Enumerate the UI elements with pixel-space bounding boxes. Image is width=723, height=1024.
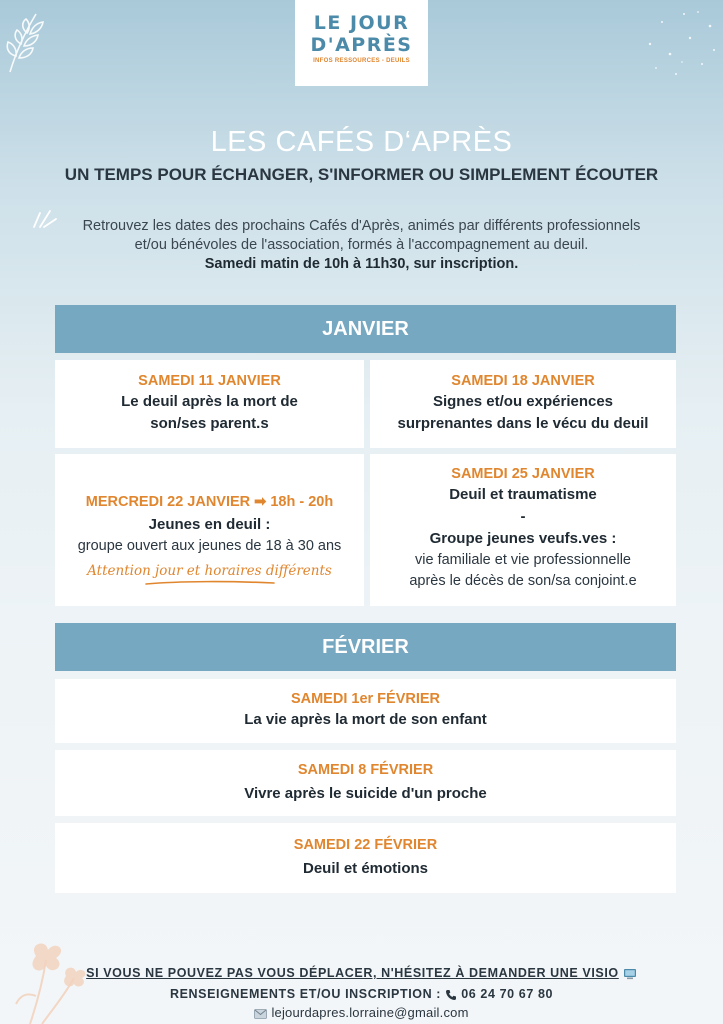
event-topic-line1: Deuil et traumatisme [449,486,597,503]
intro-line3: Samedi matin de 10h à 11h30, sur inscription. [204,256,519,272]
event-topic-line2: Groupe jeunes veufs.ves : [429,530,617,547]
month-header-janvier: JANVIER [55,305,676,353]
event-card-fevrier-22 [55,823,676,893]
event-card-janvier-25 [370,454,676,606]
event-description: groupe ouvert aux jeunes de 18 à 30 ans [77,538,342,554]
arrow-right-icon: ➡ [254,494,267,510]
event-date: SAMEDI 1er FÉVRIER [290,691,441,707]
event-date: SAMEDI 18 JANVIER [451,373,595,389]
event-card-fevrier-8 [55,750,676,816]
event-date: SAMEDI 22 FÉVRIER [293,837,438,853]
event-time: 18h - 20h [270,494,334,510]
intro-line1: Retrouvez les dates des prochains Cafés d'Après, animés par différents professionnels [82,218,641,234]
footer-phone: 06 24 70 67 80 [461,987,554,1001]
page-title: LES CAFÉS D‘APRÈS [210,126,513,158]
leaf-branch-icon [2,8,50,76]
event-card-fevrier-1 [55,679,676,743]
logo [295,0,428,86]
footer-visio-text: SI VOUS NE POUVEZ PAS VOUS DÉPLACER, N'HÉSITEZ À DEMANDER UNE VISIO [86,966,619,980]
footer-email[interactable]: lejourdapres.lorraine@gmail.com [271,1005,469,1020]
intro-line2: et/ou bénévoles de l'association, formés à l'accompagnement au deuil. [134,237,589,253]
footer-visio-line [0,966,723,980]
mail-icon [254,1009,267,1019]
month-header-fevrier: FÉVRIER [55,623,676,671]
event-date: SAMEDI 11 JANVIER [138,373,281,389]
footer-email-line [0,1005,723,1020]
logo-subtitle: INFOS RESSOURCES - DEUILS [313,58,410,64]
sparkle-dots-icon [640,4,720,84]
page-subtitle: UN TEMPS POUR ÉCHANGER, S'INFORMER OU SIMPLEMENT ÉCOUTER [64,165,659,184]
event-dash: - [520,508,526,525]
event-topic-line1: Le deuil après la mort de [121,393,298,410]
event-date-line [55,492,364,512]
event-topic: Jeunes en deuil : [148,516,271,533]
logo-line1: LE JOUR [313,12,410,34]
footer-contact-label: RENSEIGNEMENTS ET/OU INSCRIPTION : [169,987,442,1001]
event-topic: La vie après la mort de son enfant [244,711,487,728]
computer-icon [623,968,637,980]
event-card-janvier-11 [55,360,364,448]
event-topic-line1: Signes et/ou expériences [432,393,614,410]
intro-text [40,217,683,274]
footer-contact-line [0,987,723,1001]
event-topic: Vivre après le suicide d'un proche [244,785,487,802]
event-card-janvier-22 [55,454,364,606]
event-card-janvier-18 [370,360,676,448]
swoosh-underline-icon [140,579,280,587]
phone-icon [445,989,457,1001]
event-description-line2: après le décès de son/sa conjoint.e [409,573,637,589]
event-description-line1: vie familiale et vie professionnelle [415,552,631,568]
attention-note: Attention jour et horaires différents [87,563,332,579]
event-date: SAMEDI 8 FÉVRIER [297,762,434,778]
logo-line2: D'APRÈS [310,34,413,56]
event-topic: Deuil et émotions [302,860,429,877]
event-topic-line2: son/ses parent.s [150,415,269,432]
event-date: MERCREDI 22 JANVIER [85,494,251,510]
event-topic-line2: surprenantes dans le vécu du deuil [397,415,649,432]
event-date: SAMEDI 25 JANVIER [451,466,595,482]
